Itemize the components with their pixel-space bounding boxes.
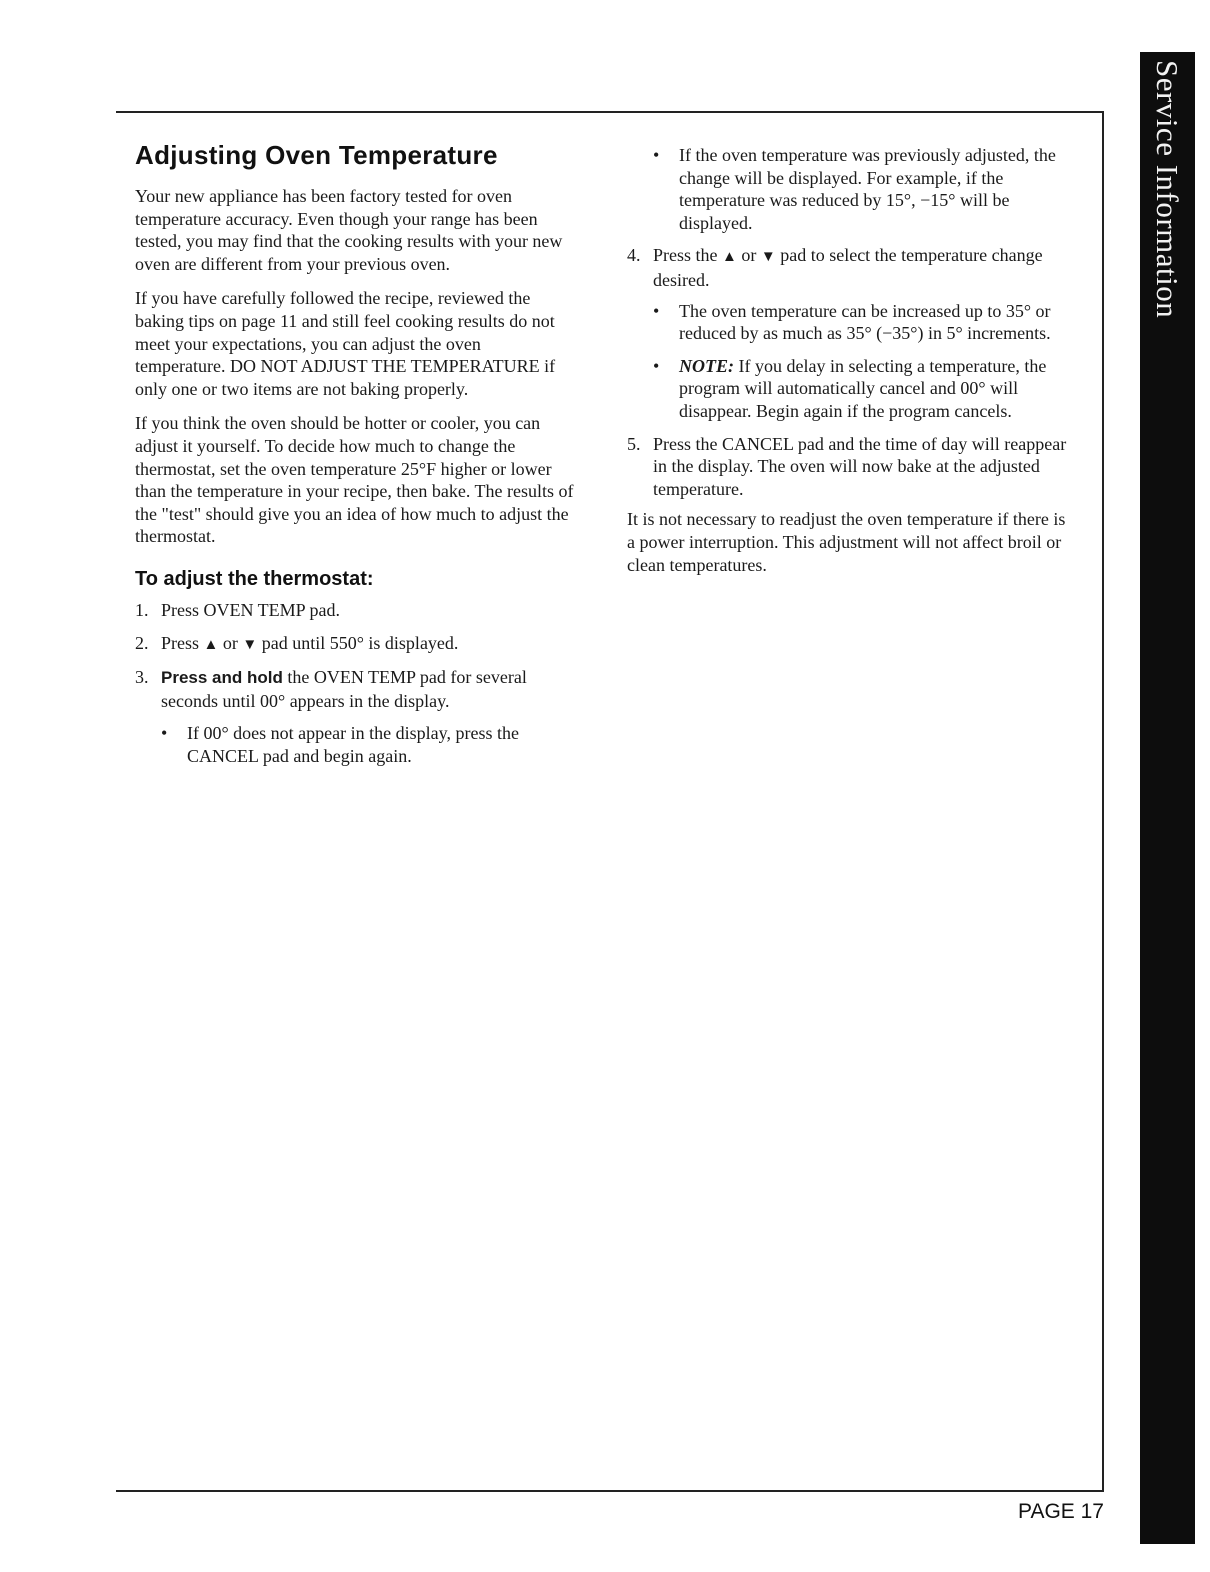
test-paragraph: If you think the oven should be hotter or cooler, you can adjust it yourself. To decide how much to change the thermostat, set the oven temperature 25°F higher or lower than the temperature in your recipe, then bake. The results of the "test" should give you an idea of how much to adjust the thermostat. (135, 413, 574, 547)
intro-paragraph: Your new appliance has been factory tested for oven temperature accuracy. Even though your range has been tested, you may find that the cooking results with your new oven are different from your previous oven. (135, 186, 563, 274)
page-number: PAGE 17 (1018, 1500, 1104, 1523)
step-4 (627, 244, 1077, 422)
step-bold-text: Press and hold (161, 668, 283, 688)
step-5 (627, 433, 1077, 501)
bullet-icon: • (653, 145, 660, 165)
step-4-bullets (653, 300, 1077, 423)
bullet-text: If the oven temperature was previously adjusted, the change will be displayed. For example, if the temperature was reduced by 15°, −15° will be displayed. (679, 145, 1056, 233)
step-number: 1. (135, 599, 149, 620)
step-3-bullets (161, 722, 575, 767)
bullet-text: The oven temperature can be increased up to 35° or reduced by as much as 35° (−35°) in 5° increments. (679, 300, 1051, 344)
up-arrow-icon: ▲ (722, 249, 737, 266)
step-text: Press OVEN TEMP pad. (161, 599, 340, 620)
step-3 (135, 666, 575, 767)
adjust-paragraph: If you have carefully followed the recipe, reviewed the baking tips on page 11 and still feel cooking results do not meet your expectations, you can adjust the oven temperature. DO NOT ADJUST THE TEMPERATURE if only one or two items are not baking properly. (135, 288, 556, 399)
subheading-adjust-thermostat: To adjust the thermostat: (135, 567, 374, 590)
bullet-text: If you delay in selecting a temperature, the program will automatically cancel and 00° will disappear. Begin again if the program cancels. (679, 355, 1047, 421)
bottom-rule (116, 1490, 1104, 1492)
bullet-icon: • (653, 355, 660, 376)
step-text-post: pad until 550° is displayed. (261, 632, 459, 653)
bullet-item-note (653, 355, 1077, 423)
step-text: Press the CANCEL pad and the time of day will reappear in the display. The oven will now bake at the adjusted temperature. (653, 433, 1067, 499)
step-number: 4. (627, 245, 641, 266)
step-2 (135, 632, 575, 657)
step-1 (135, 599, 575, 622)
step-text: the OVEN TEMP pad for several seconds until 00° appears in the display. (161, 667, 527, 711)
step-text-pre: Press the (653, 245, 718, 266)
step-number: 2. (135, 632, 149, 653)
right-rule (1102, 111, 1104, 1492)
left-column (135, 140, 575, 777)
thermostat-steps (135, 599, 575, 768)
section-side-tab-label: Service Information (1150, 60, 1185, 319)
bullet-icon: • (653, 300, 660, 321)
bullet-item (627, 144, 1077, 234)
page-title: Adjusting Oven Temperature (135, 140, 498, 170)
step-text-or: or (222, 632, 238, 653)
bullet-text: If 00° does not appear in the display, press the CANCEL pad and begin again. (187, 723, 519, 766)
note-label: NOTE: (679, 355, 734, 376)
thermostat-steps-continued (627, 244, 1077, 500)
top-rule (116, 111, 1104, 113)
bullet-item (653, 300, 1077, 345)
step-text-post: pad to select the temperature change desired. (653, 245, 1043, 290)
bullet-item (161, 722, 575, 767)
step-3-continued-bullets (627, 144, 1077, 234)
up-arrow-icon: ▲ (203, 636, 219, 653)
step-number: 3. (135, 667, 149, 688)
step-text-pre: Press (161, 632, 200, 653)
down-arrow-icon: ▼ (760, 249, 776, 266)
right-column (627, 144, 1077, 588)
step-number: 5. (627, 433, 641, 454)
down-arrow-icon: ▼ (242, 636, 258, 653)
closing-paragraph: It is not necessary to readjust the oven temperature if there is a power interruption. This adjustment will not affect broil or clean temperatures. (627, 509, 1066, 575)
step-text-or: or (741, 245, 757, 266)
bullet-icon: • (161, 723, 168, 744)
